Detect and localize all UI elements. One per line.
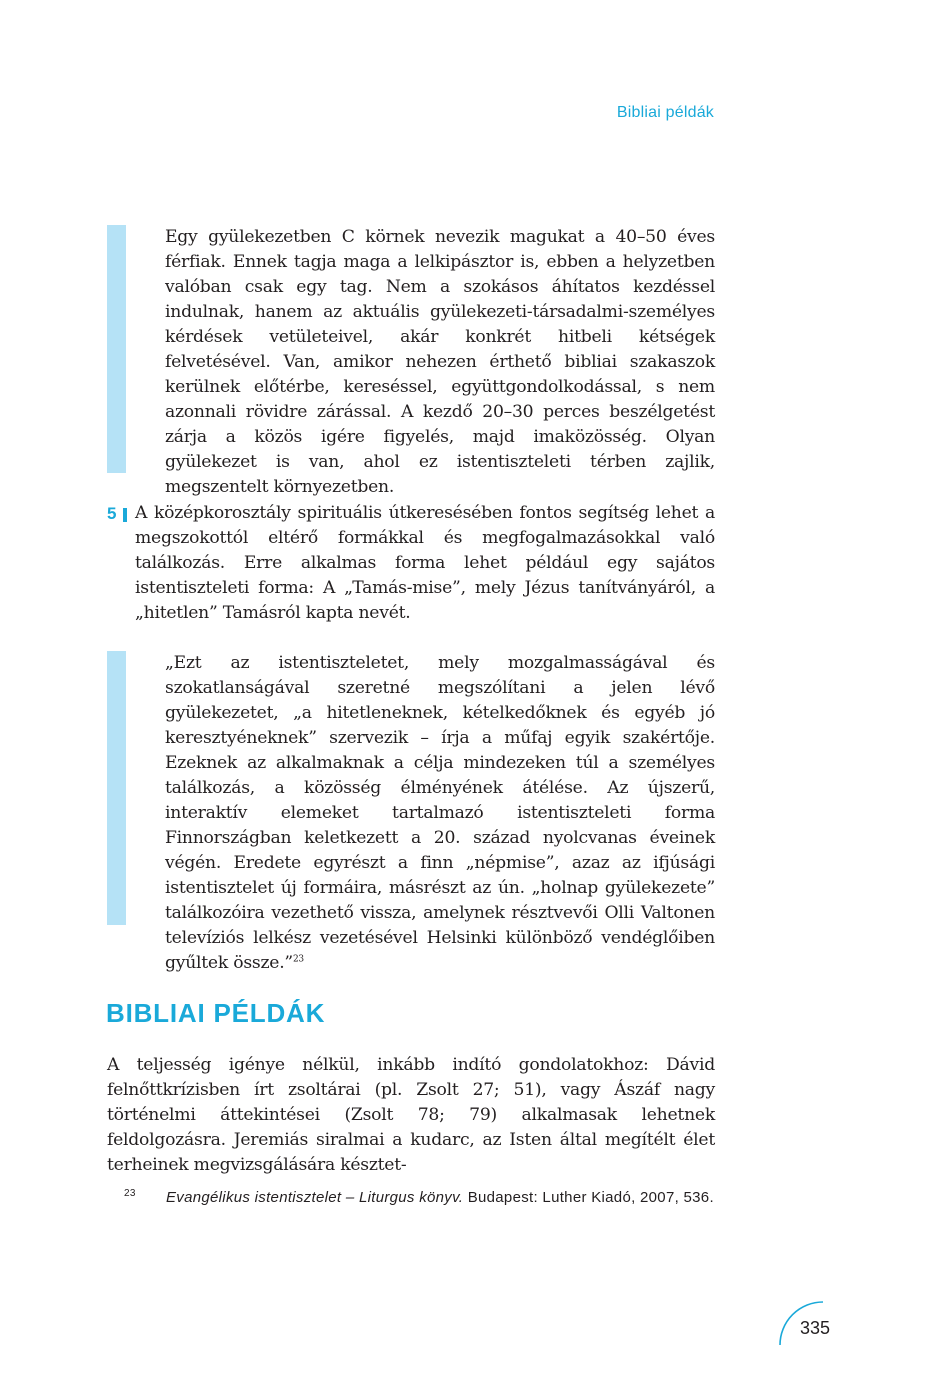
numbered-paragraph-5 xyxy=(107,501,715,626)
numbered-paragraph-text: A középkorosztály spirituális útkeresésében fontos segítség lehet a megszokottól eltérő formákkal és megfogalmazásokkal való találkozás. Erre alkalmas forma lehet például egy sajátos istentiszteleti forma: A „Tamás-mise”, mely Jézus tanítványáról, a „hitetlen” Tamásról kapta nevét. xyxy=(135,503,715,623)
quote-text-1: Egy gyülekezetben C körnek nevezik magukat a 40–50 éves férfiak. Ennek tagja maga a lelkipásztor is, ebben a helyzetben valóban csak egy tag. Nem a szokásos áhítatos kezdéssel indulnak, hanem az aktuális gyülekezeti-társadalmi-személyes kérdések vetületeivel, akár konkrét hitbeli kétségek felvetésével. Van, amikor nehezen érthető bibliai szakaszok kerülnek előtérbe, kereséssel, együttgondolkodással, s nem azonnali rövidre zárással. A kezdő 20–30 perces beszélgetést zárja a közös igére figyelés, majd imaközösség. Olyan gyülekezet is van, ahol ez istentiszteleti térben zajlik, megszentelt környezetben. xyxy=(165,227,715,497)
quote-text-2 xyxy=(165,651,715,976)
footnote-title: Evangélikus istentisztelet – Liturgus könyv. xyxy=(166,1189,464,1206)
item-number: 5 xyxy=(107,504,117,523)
quote-bar xyxy=(107,651,126,925)
quote-bar xyxy=(107,225,126,473)
footnote-mark: 23 xyxy=(124,1188,136,1199)
quote-text-2-body: „Ezt az istentiszteletet, mely mozgalmasságával és szokatlanságával szeretné megszólítani a jelen lévő gyülekezetet, „a hitetleneknek, kételkedőknek és egyéb jó keresztyéneknek” szervezik – írja a műfaj egyik szakértője. Ezeknek az alkalmaknak a célja mindezeken túl a személyes találkozás, a közösség élményének átélése. Az újszerű, interaktív elemeket tartalmazó istentiszteleti forma Finnországban keletkezett a 20. század nyolcvanas éveinek végén. Eredete egyrészt a finn „népmise”, azaz az ifjúsági istentisztelet új formáira, másrészt az ún. „holnap gyülekezete” találkozóira vezethető vissza, amelynek résztvevői Olli Valtonen televíziós lelkész vezetésével Helsinki különböző vendéglőiben gyűltek össze.” xyxy=(165,653,715,973)
quote-block-2 xyxy=(107,651,715,973)
footnote xyxy=(124,1187,715,1208)
running-head: Bibliai példák xyxy=(616,104,714,121)
quote-block-1 xyxy=(107,225,715,497)
item-number-marker xyxy=(123,508,127,522)
footnote-reference[interactable]: 23 xyxy=(292,954,304,965)
body-paragraph: A teljesség igénye nélkül, inkább indító gondolatokhoz: Dávid felnőttkrízisben írt zsoltárai (pl. Zsolt 27; 51), vagy Ászáf nagy történelmi áttekintései (Zsolt 78; 79) alkalmasak lehetnek feldolgozásra. Jeremiás siralmai a kudarc, az Isten által megítélt élet terheinek megvizsgálására késztet- xyxy=(107,1055,715,1175)
footnote-text xyxy=(166,1187,715,1208)
section-heading: BIBLIAI PÉLDÁK xyxy=(106,998,326,1028)
page-number: 335 xyxy=(800,1318,831,1338)
footnote-publication: Budapest: Luther Kiadó, 2007, 536. xyxy=(463,1189,714,1206)
